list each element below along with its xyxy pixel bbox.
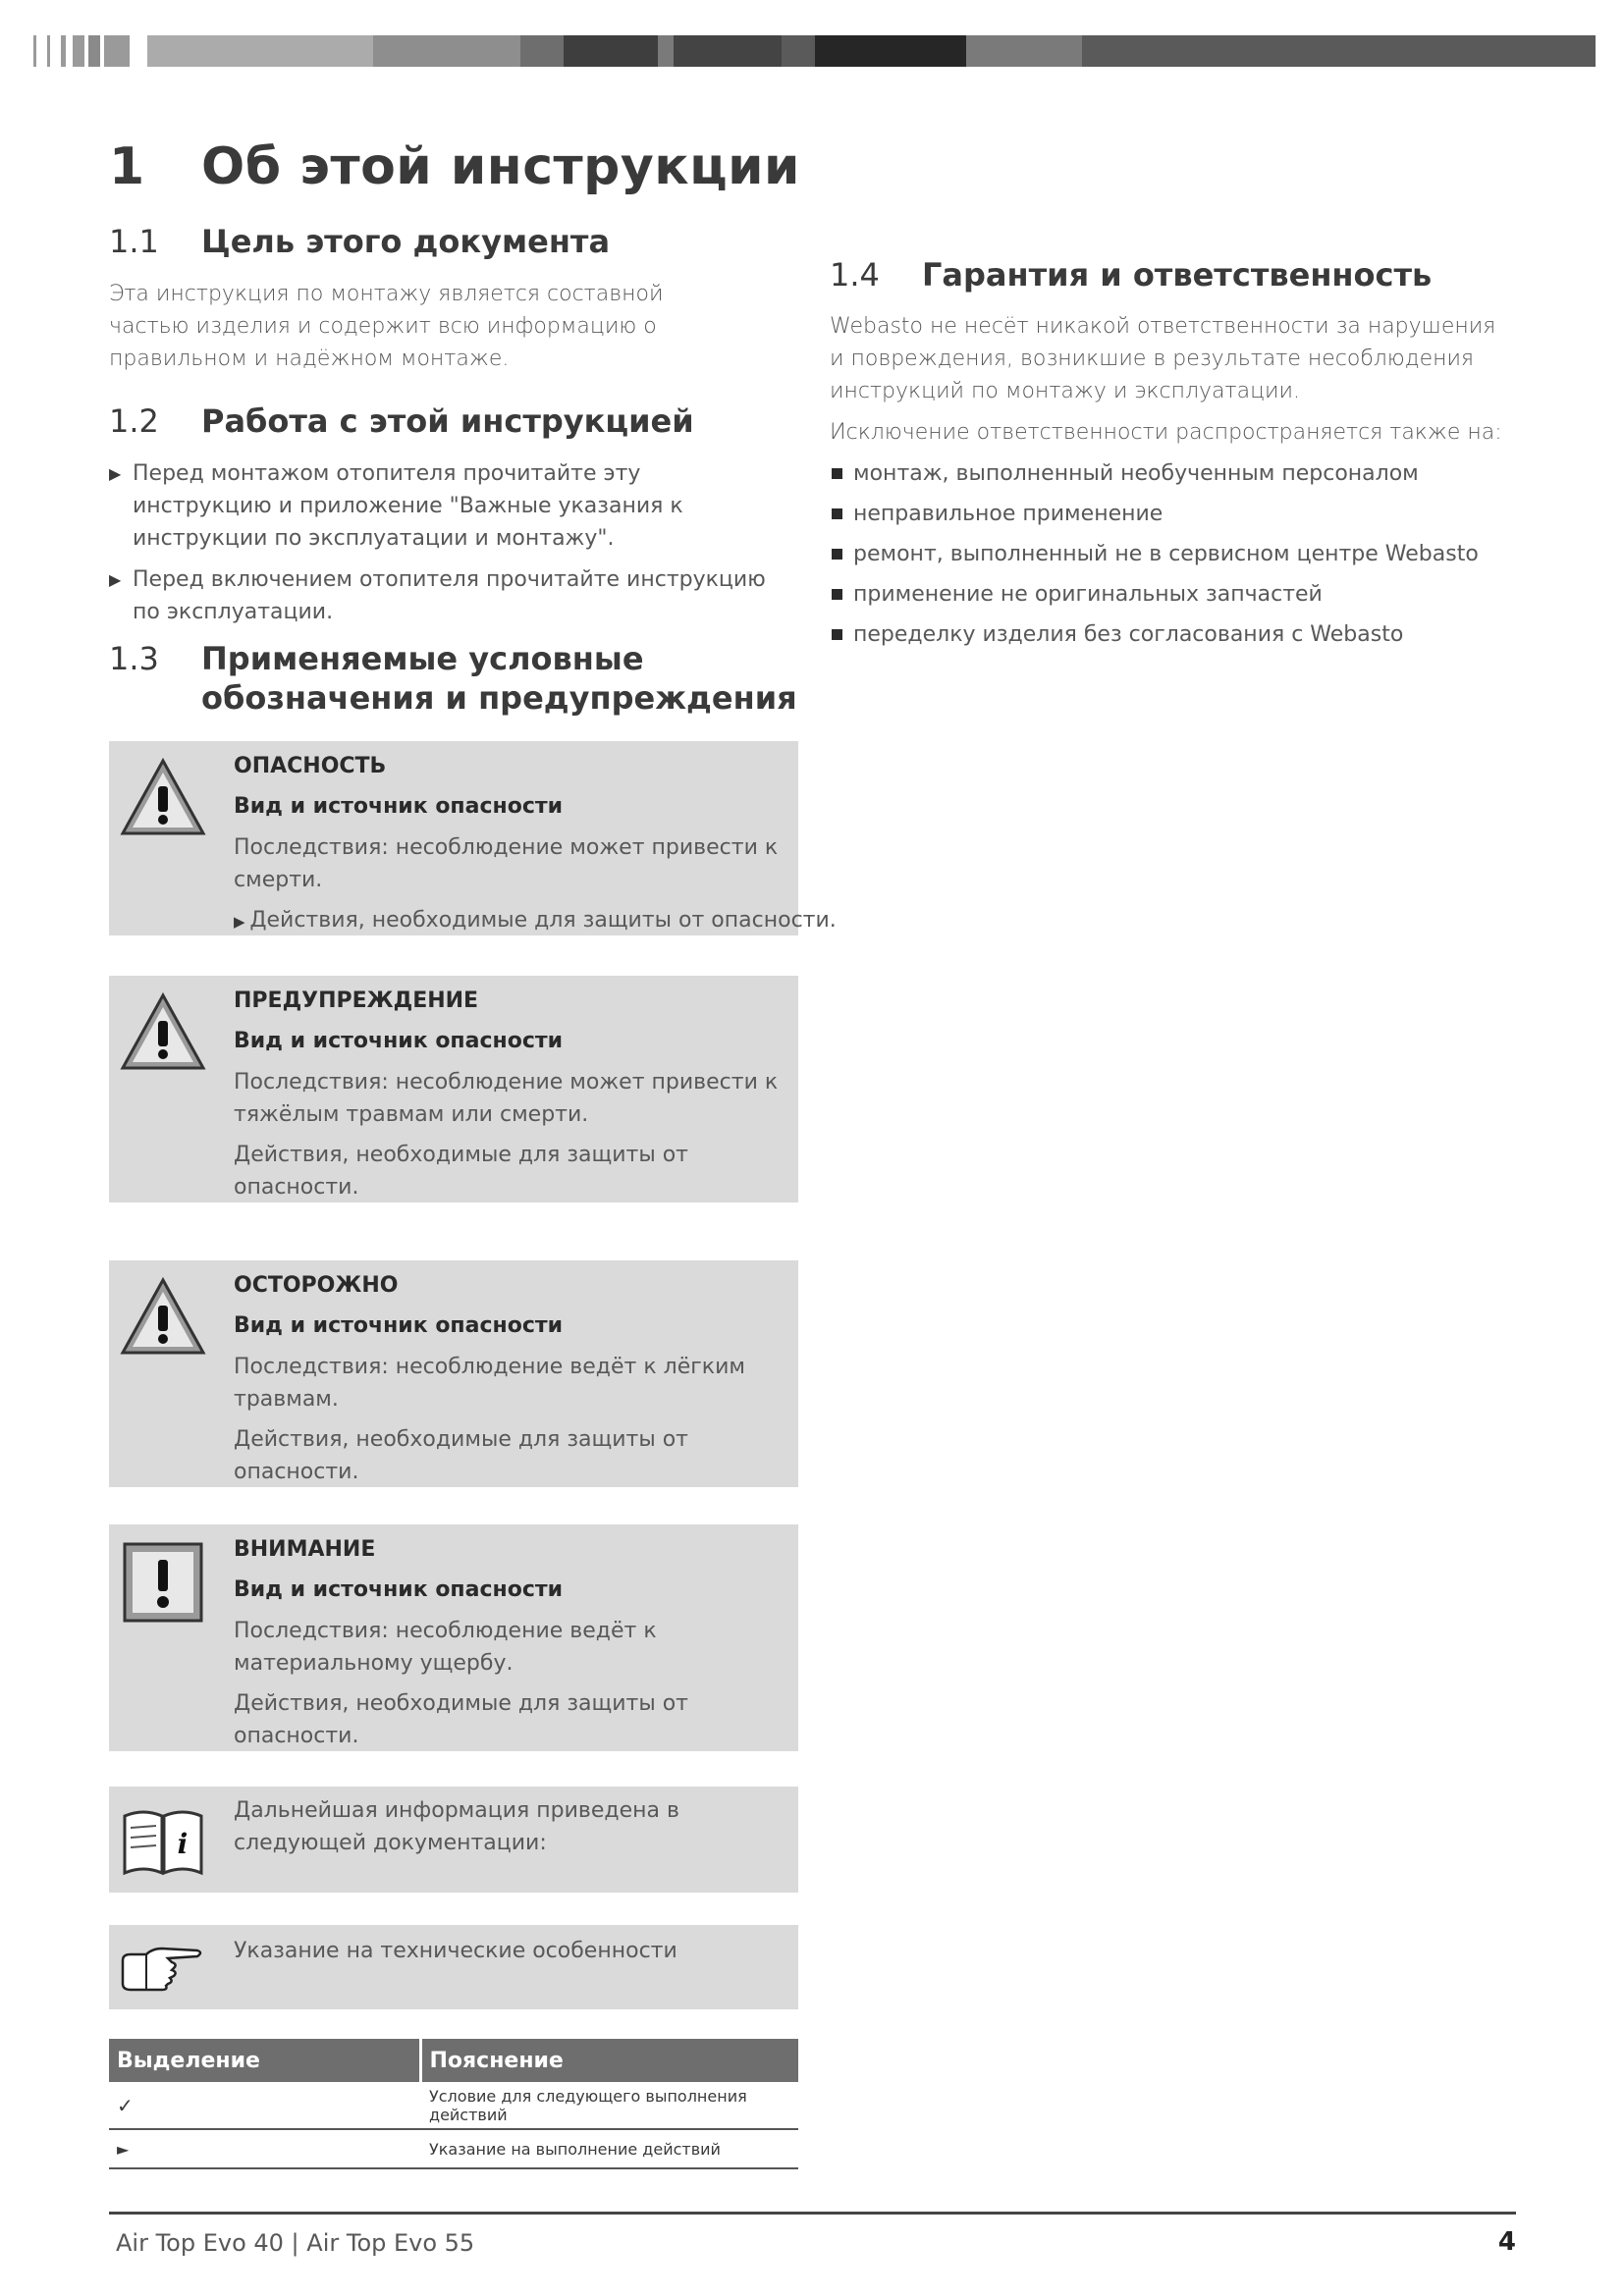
list-item [109,457,786,556]
list-item [830,498,1507,530]
bar-segment [73,35,84,67]
box-subtitle: Вид и источник опасности [234,1577,564,1602]
box-subtitle: Вид и источник опасности [234,1029,564,1053]
section-1-4-text-2: Исключение ответственности распространяется также на: [830,420,1502,445]
box-action: Действия, необходимые для защиты от опасности. [234,1691,688,1748]
note-text: Указание на технические особенности [234,1939,677,1963]
bar-segment [658,35,674,67]
section-number: 1.2 [109,402,159,440]
table-row [109,2129,798,2168]
section-title: Работа с этой инструкцией [201,402,694,440]
box-title: ВНИМАНИЕ [234,1537,376,1562]
section-number: 1.4 [830,256,880,294]
box-content [234,1794,793,1867]
section-title: Цель этого документа [201,223,611,260]
box-content [234,986,793,1211]
bar-segment [47,35,50,67]
chapter-number: 1 [109,137,145,196]
bar-segment [104,35,130,67]
info-box [109,1787,798,1893]
info-text: Дальнейшая информация приведена в следующей документации: [234,1798,679,1855]
section-title: Гарантия и ответственность [922,256,1433,294]
warning-triangle-icon [119,1274,207,1362]
bar-segment [520,35,564,67]
chapter-title [109,137,800,196]
list-item-text: Перед монтажом отопителя прочитайте эту инструкцию и приложение "Важные указания к инструкции по эксплуатации и монтажу". [133,461,683,551]
bar-segment [815,35,966,67]
box-consequence: Последствия: несоблюдение может привести к смерти. [234,835,779,892]
box-action [234,904,837,938]
square-bullet-icon [832,468,842,479]
section-1-4-text: Webasto не несёт никакой ответственности за нарушения и повреждения, возникшие в результате несоблюдения инструкций по монтажу и эксплуатации. [830,314,1496,403]
box-title: ОПАСНОСТЬ [234,754,387,778]
square-bullet-icon [832,629,842,640]
list-item [830,457,1507,490]
warning-box [109,976,798,1202]
footer-product-name: Air Top Evo 40 | Air Top Evo 55 [116,2229,475,2257]
box-content [234,1935,793,1975]
footer-divider [109,2212,1516,2215]
list-item-text: ремонт, выполненный не в сервисном центре Webasto [853,542,1479,566]
bar-segment [782,35,815,67]
info-book-icon [119,1794,207,1883]
warning-triangle-icon [119,755,207,843]
square-bullet-icon [832,508,842,519]
bar-segment [33,35,36,67]
box-content [234,1534,793,1760]
arrow-bullet-icon: ▶ [234,913,250,931]
box-subtitle: Вид и источник опасности [234,794,564,819]
square-bullet-icon [832,589,842,600]
section-heading-1-2 [109,401,810,441]
section-1-1-text: Эта инструкция по монтажу является составной частью изделия и содержит всю информацию о правильном и надёжном монтаже. [109,282,664,371]
list-item-text: переделку изделия без согласования с Webasto [853,622,1404,647]
pointing-hand-icon [119,1941,207,2000]
bar-segment [564,35,658,67]
box-consequence: Последствия: несоблюдение ведёт к материальному ущербу. [234,1619,657,1676]
arrow-bullet-icon: ▶ [109,464,122,483]
list-item-text: неправильное применение [853,502,1164,526]
bar-segment [61,35,66,67]
svg-text:i: i [177,1828,189,1860]
table-header-row [109,2039,798,2082]
section-title-line: Применяемые условные [201,640,644,677]
list-item-text: монтаж, выполненный необученным персоналом [853,461,1419,486]
list-item [830,538,1507,570]
table-header-cell: Пояснение [420,2039,798,2082]
bar-segment [966,35,1082,67]
chapter-title-text: Об этой инструкции [201,137,800,196]
section-heading-1-1 [109,222,810,261]
square-bullet-icon [832,549,842,560]
list-item-text: применение не оригинальных запчастей [853,582,1323,607]
bar-segment [373,35,520,67]
exclamation-square-icon [119,1538,207,1627]
page-number: 4 [1497,2227,1516,2257]
box-title: ОСТОРОЖНО [234,1273,399,1298]
box-title: ПРЕДУПРЕЖДЕНИЕ [234,988,479,1013]
warning-triangle-icon [119,989,207,1078]
box-content [234,751,837,946]
legend-table [109,2039,798,2169]
section-number: 1.3 [109,640,159,677]
box-consequence: Последствия: несоблюдение может привести к тяжёлым травмам или смерти. [234,1070,779,1127]
caution-box [109,1260,798,1487]
box-action: Действия, необходимые для защиты от опасности. [234,1143,688,1200]
list-item [109,563,786,628]
note-box [109,1925,798,2009]
bar-segment [88,35,100,67]
table-cell-text: Указание на выполнение действий [420,2129,798,2168]
box-action: Действия, необходимые для защиты от опасности. [234,1427,688,1484]
section-heading-1-3 [109,639,810,718]
table-cell-text: Условие для следующего выполнения действий [420,2082,798,2129]
box-consequence: Последствия: несоблюдение ведёт к лёгким травмам. [234,1355,745,1412]
box-subtitle: Вид и источник опасности [234,1313,564,1338]
attention-box [109,1524,798,1751]
table-cell-symbol: ✓ [109,2082,420,2129]
list-item-text: Перед включением отопителя прочитайте инструкцию по эксплуатации. [133,567,766,624]
bar-segment [147,35,373,67]
table-row [109,2082,798,2129]
list-item [830,618,1507,651]
arrow-bullet-icon: ▶ [109,570,122,589]
header-decorative-bar [33,35,1596,67]
bar-segment [674,35,782,67]
section-number: 1.1 [109,223,159,260]
table-cell-symbol: ► [109,2129,420,2168]
section-heading-1-4 [830,255,1531,294]
box-action-text: Действия, необходимые для защиты от опасности. [249,908,837,933]
section-title-line: обозначения и предупреждения [201,679,797,717]
list-item [830,578,1507,611]
table-header-cell: Выделение [109,2039,420,2082]
bar-segment [1082,35,1596,67]
danger-box [109,741,837,935]
box-content [234,1270,793,1496]
section-title [201,639,810,718]
